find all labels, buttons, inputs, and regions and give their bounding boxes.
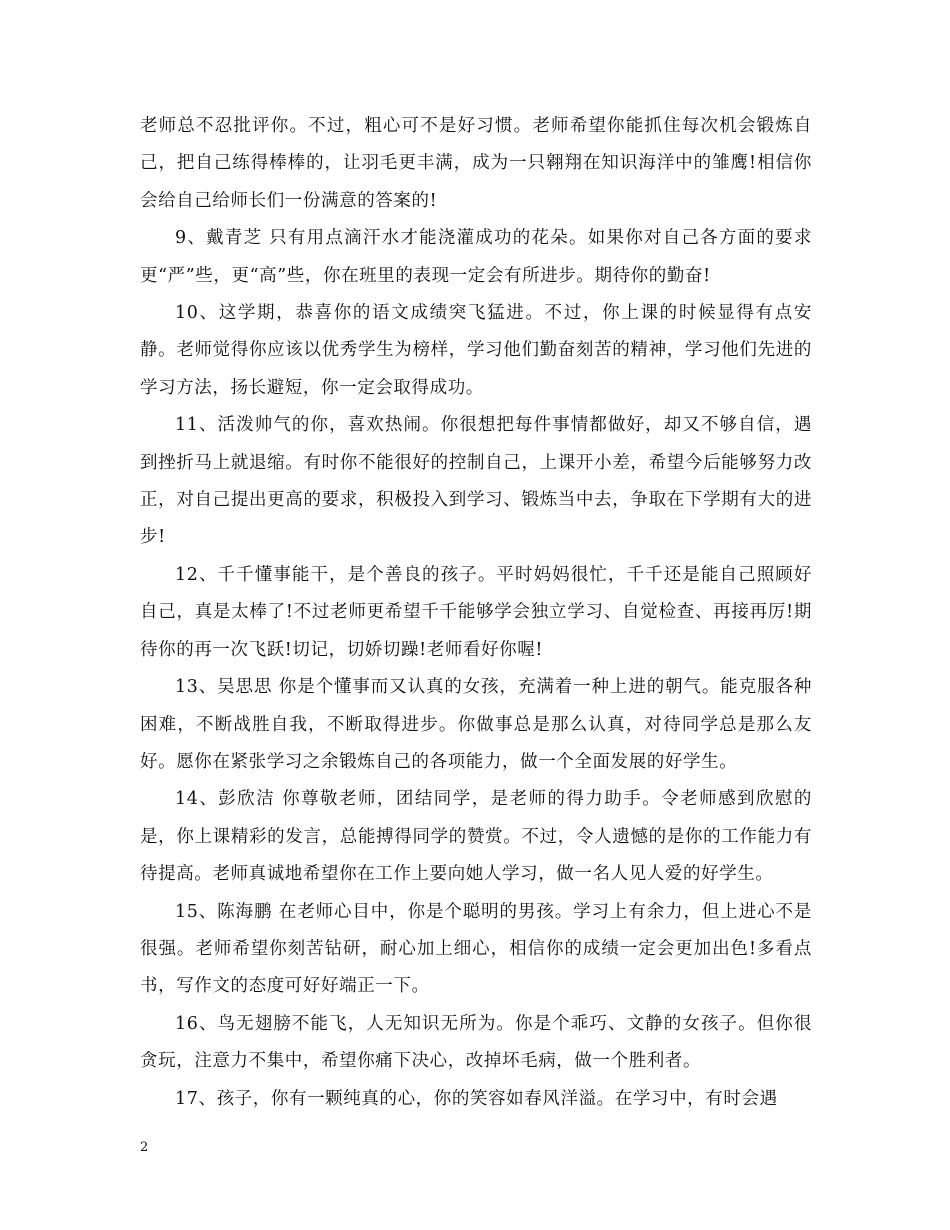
paragraph-comment-9: 9、戴青芝 只有用点滴汗水才能浇灌成功的花朵。如果你对自己各方面的要求更“严”些，更“高”些，你在班里的表现一定会有所进步。期待你的勤奋! — [140, 228, 812, 286]
page-number: 2 — [140, 1140, 149, 1155]
paragraph-comment-13: 13、吴思思 你是个懂事而又认真的女孩，充满着一种上进的朝气。能克服各种困难，不断战胜自我，不断取得进步。你做事总是那么认真，对待同学总是那么友好。愿你在紧张学习之余锻炼自己的各项能力，做一个全面发展的好学生。 — [140, 677, 812, 772]
paragraph-comment-14: 14、彭欣洁 你尊敬老师，团结同学，是老师的得力助手。令老师感到欣慰的是，你上课精彩的发言，总能搏得同学的赞赏。不过，令人遗憾的是你的工作能力有待提高。老师真诚地希望你在工作上要向她人学习，做一名人见人爱的好学生。 — [140, 789, 812, 885]
paragraph-comment-12: 12、千千懂事能干，是个善良的孩子。平时妈妈很忙，千千还是能自己照顾好自己，真是太棒了!不过老师更希望千千能够学会独立学习、自觉检查、再接再厉!期待你的再一次飞跃!切记，切娇切躁!老师看好你喔! — [140, 564, 812, 660]
paragraph-comment-17: 17、孩子，你有一颗纯真的心，你的笑容如春风洋溢。在学习中，有时会遇 — [175, 1088, 778, 1109]
paragraph-comment-10: 10、这学期，恭喜你的语文成绩突飞猛进。不过，你上课的时候显得有点安静。老师觉得你应该以优秀学生为榜样，学习他们勤奋刻苦的精神，学习他们先进的学习方法，扬长避短，你一定会取得成功。 — [140, 303, 812, 398]
paragraph-comment-15: 15、陈海鹏 在老师心目中，你是个聪明的男孩。学习上有余力，但上进心不是很强。老师希望你刻苦钻研，耐心加上细心，相信你的成绩一定会更加出色!多看点书，写作文的态度可好好端正一下。 — [140, 901, 812, 997]
document-body — [140, 108, 812, 1118]
paragraph-comment-11: 11、活泼帅气的你，喜欢热闹。你很想把每件事情都做好，却又不够自信，遇到挫折马上就退缩。有时你不能很好的控制自己，上课开小差，希望今后能够努力改正，对自己提出更高的要求，积极投入到学习、锻炼当中去，争取在下学期有大的进步! — [140, 415, 812, 548]
paragraph-comment-16: 16、鸟无翅膀不能飞，人无知识无所为。你是个乖巧、文静的女孩子。但你很贪玩，注意力不集中，希望你痛下决心，改掉坏毛病，做一个胜利者。 — [140, 1013, 812, 1072]
paragraph-continuation: 老师总不忍批评你。不过，粗心可不是好习惯。老师希望你能抓住每次机会锻炼自己，把自己练得棒棒的，让羽毛更丰满，成为一只翱翔在知识海洋中的雏鹰!相信你会给自己给师长们一份满意的答案的! — [140, 116, 812, 211]
